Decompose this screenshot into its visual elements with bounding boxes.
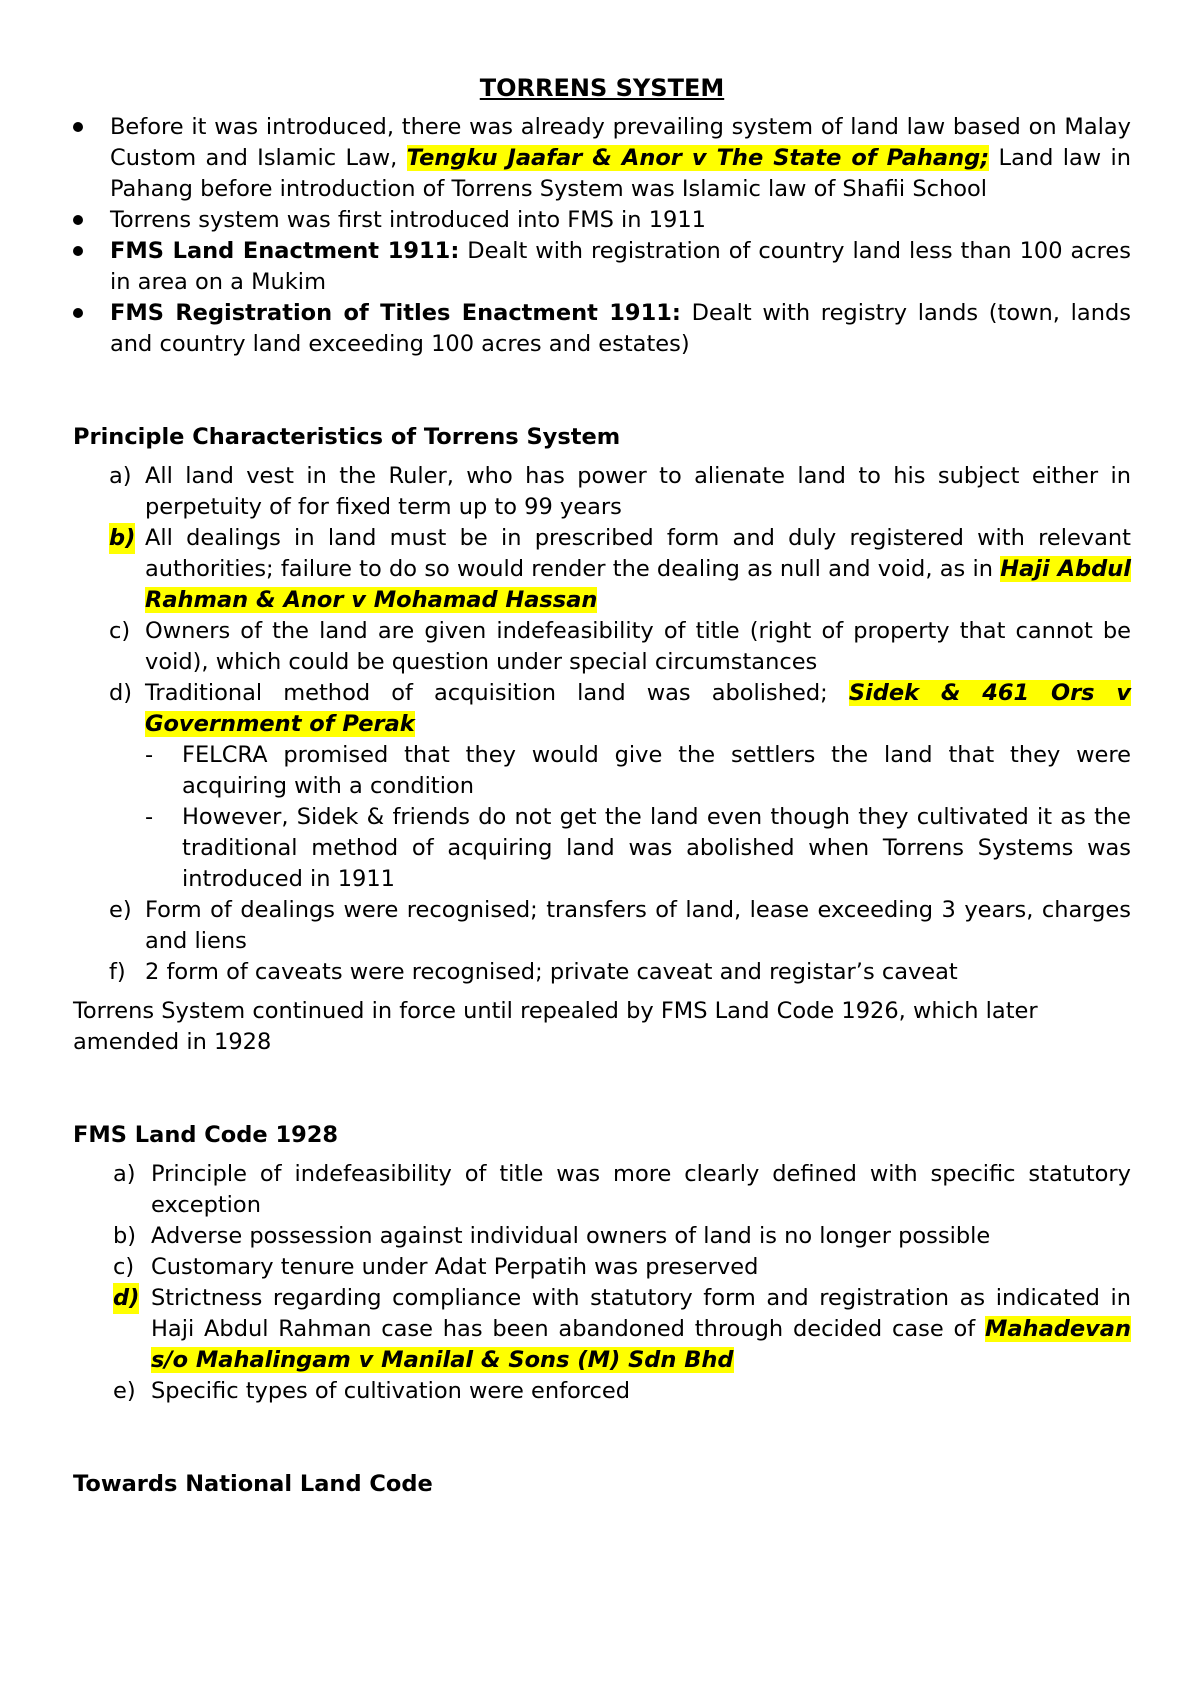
list-item bbox=[113, 1376, 1131, 1407]
bullet-icon bbox=[73, 122, 83, 132]
spacer bbox=[73, 1058, 1131, 1120]
item-text: Adverse possession against individual owners of land is no longer possible bbox=[151, 1223, 991, 1249]
item-marker: b) bbox=[113, 1223, 137, 1249]
list-item bbox=[73, 112, 1131, 205]
list-item bbox=[109, 616, 1131, 678]
dash-marker: - bbox=[145, 742, 154, 768]
item-text: Customary tenure under Adat Perpatih was preserved bbox=[151, 1254, 759, 1280]
section-heading-national-land-code: Towards National Land Code bbox=[73, 1471, 433, 1497]
item-marker: a) bbox=[109, 463, 132, 489]
item-text: Traditional method of acquisition land was abolished; bbox=[145, 680, 849, 706]
item-text: Principle of indefeasibility of title was more clearly defined with specific statutory exception bbox=[151, 1161, 1131, 1218]
item-text: All dealings in land must be in prescribed form and duly registered with relevant authorities; failure to do so would render the dealing as null and void, as in bbox=[145, 525, 1131, 582]
bullet-text: Torrens system was first introduced into FMS in 1911 bbox=[110, 207, 706, 233]
intro-bullet-list bbox=[73, 112, 1131, 360]
spacer bbox=[73, 988, 1131, 996]
item-text: Form of dealings were recognised; transfers of land, lease exceeding 3 years, charges and liens bbox=[145, 897, 1131, 954]
bullet-icon bbox=[73, 215, 83, 225]
item-marker: d) bbox=[109, 680, 133, 706]
bullet-text: Land law in Pahang before introduction of Torrens System was Islamic law of Shafii School bbox=[110, 145, 1131, 202]
section-heading-code-1928: FMS Land Code 1928 bbox=[73, 1122, 339, 1148]
item-marker: b) bbox=[109, 523, 135, 554]
sub-list bbox=[145, 740, 1131, 895]
list-item bbox=[73, 236, 1131, 298]
item-marker: e) bbox=[113, 1378, 136, 1404]
case-citation: Haji Abdul Rahman & Anor v Mohamad Hassan bbox=[145, 556, 1131, 613]
sub-list-item bbox=[145, 802, 1131, 895]
case-citation: Tengku Jaafar & Anor v The State of Pahang; bbox=[406, 145, 990, 171]
sub-list-item bbox=[145, 740, 1131, 802]
item-marker: c) bbox=[113, 1254, 135, 1280]
bullet-text: Dealt with registry lands (town, lands and country land exceeding 100 acres and estates) bbox=[110, 300, 1131, 357]
case-citation: Sidek & 461 Ors v Government of Perak bbox=[145, 680, 1132, 737]
item-marker: c) bbox=[109, 618, 131, 644]
item-text: 2 form of caveats were recognised; private caveat and registar’s caveat bbox=[145, 959, 958, 985]
list-item bbox=[109, 678, 1132, 895]
item-marker: a) bbox=[113, 1161, 136, 1187]
case-citation: Mahadevan s/o Mahalingam v Manilal & Sons (M) Sdn Bhd bbox=[151, 1316, 1131, 1373]
list-item bbox=[109, 957, 1131, 988]
item-text: Specific types of cultivation were enforced bbox=[151, 1378, 631, 1404]
bullet-term: FMS Land Enactment 1911: bbox=[110, 238, 460, 264]
list-item bbox=[73, 205, 1131, 236]
list-item bbox=[113, 1221, 1131, 1252]
document-body bbox=[73, 70, 1131, 1500]
dash-marker: - bbox=[145, 804, 154, 830]
spacer bbox=[73, 360, 1131, 422]
item-marker: d) bbox=[113, 1283, 139, 1314]
list-item bbox=[73, 298, 1131, 360]
item-text: Owners of the land are given indefeasibility of title (right of property that cannot be void), which could be question under special circumstances bbox=[145, 618, 1131, 675]
spacer bbox=[73, 453, 1131, 461]
item-marker: f) bbox=[109, 959, 126, 985]
list-item bbox=[109, 461, 1131, 523]
list-item bbox=[109, 523, 1131, 616]
list-item bbox=[113, 1283, 1131, 1376]
bullet-text: Dealt with registration of country land less than 100 acres in area on a Mukim bbox=[110, 238, 1131, 295]
spacer bbox=[73, 1407, 1131, 1469]
list-item bbox=[113, 1252, 1131, 1283]
closing-paragraph: Torrens System continued in force until repealed by FMS Land Code 1926, which later amended in 1928 bbox=[73, 998, 1038, 1055]
code-1928-list bbox=[73, 1159, 1131, 1407]
list-item bbox=[109, 895, 1131, 957]
section-heading-principles: Principle Characteristics of Torrens System bbox=[73, 424, 621, 450]
sub-item-text: However, Sidek & friends do not get the land even though they cultivated it as the traditional method of acquiring land was abolished when Torrens Systems was introduced in 1911 bbox=[182, 804, 1131, 892]
bullet-icon bbox=[73, 308, 83, 318]
spacer bbox=[73, 1151, 1131, 1159]
list-item bbox=[113, 1159, 1131, 1221]
item-marker: e) bbox=[109, 897, 132, 923]
bullet-term: FMS Registration of Titles Enactment 1911: bbox=[110, 300, 681, 326]
bullet-text: Before it was introduced, there was already prevailing system of land law based on Malay Custom and Islamic Law, bbox=[110, 114, 1131, 171]
bullet-icon bbox=[73, 246, 83, 256]
document-title: TORRENS SYSTEM bbox=[479, 74, 725, 102]
item-text: All land vest in the Ruler, who has power to alienate land to his subject either in perpetuity of for fixed term up to 99 years bbox=[145, 463, 1131, 520]
sub-item-text: FELCRA promised that they would give the settlers the land that they were acquiring with a condition bbox=[182, 742, 1131, 799]
principles-list bbox=[73, 461, 1131, 988]
item-text: Strictness regarding compliance with statutory form and registration as indicated in Haji Abdul Rahman case has been abandoned through decided case of bbox=[151, 1285, 1131, 1342]
